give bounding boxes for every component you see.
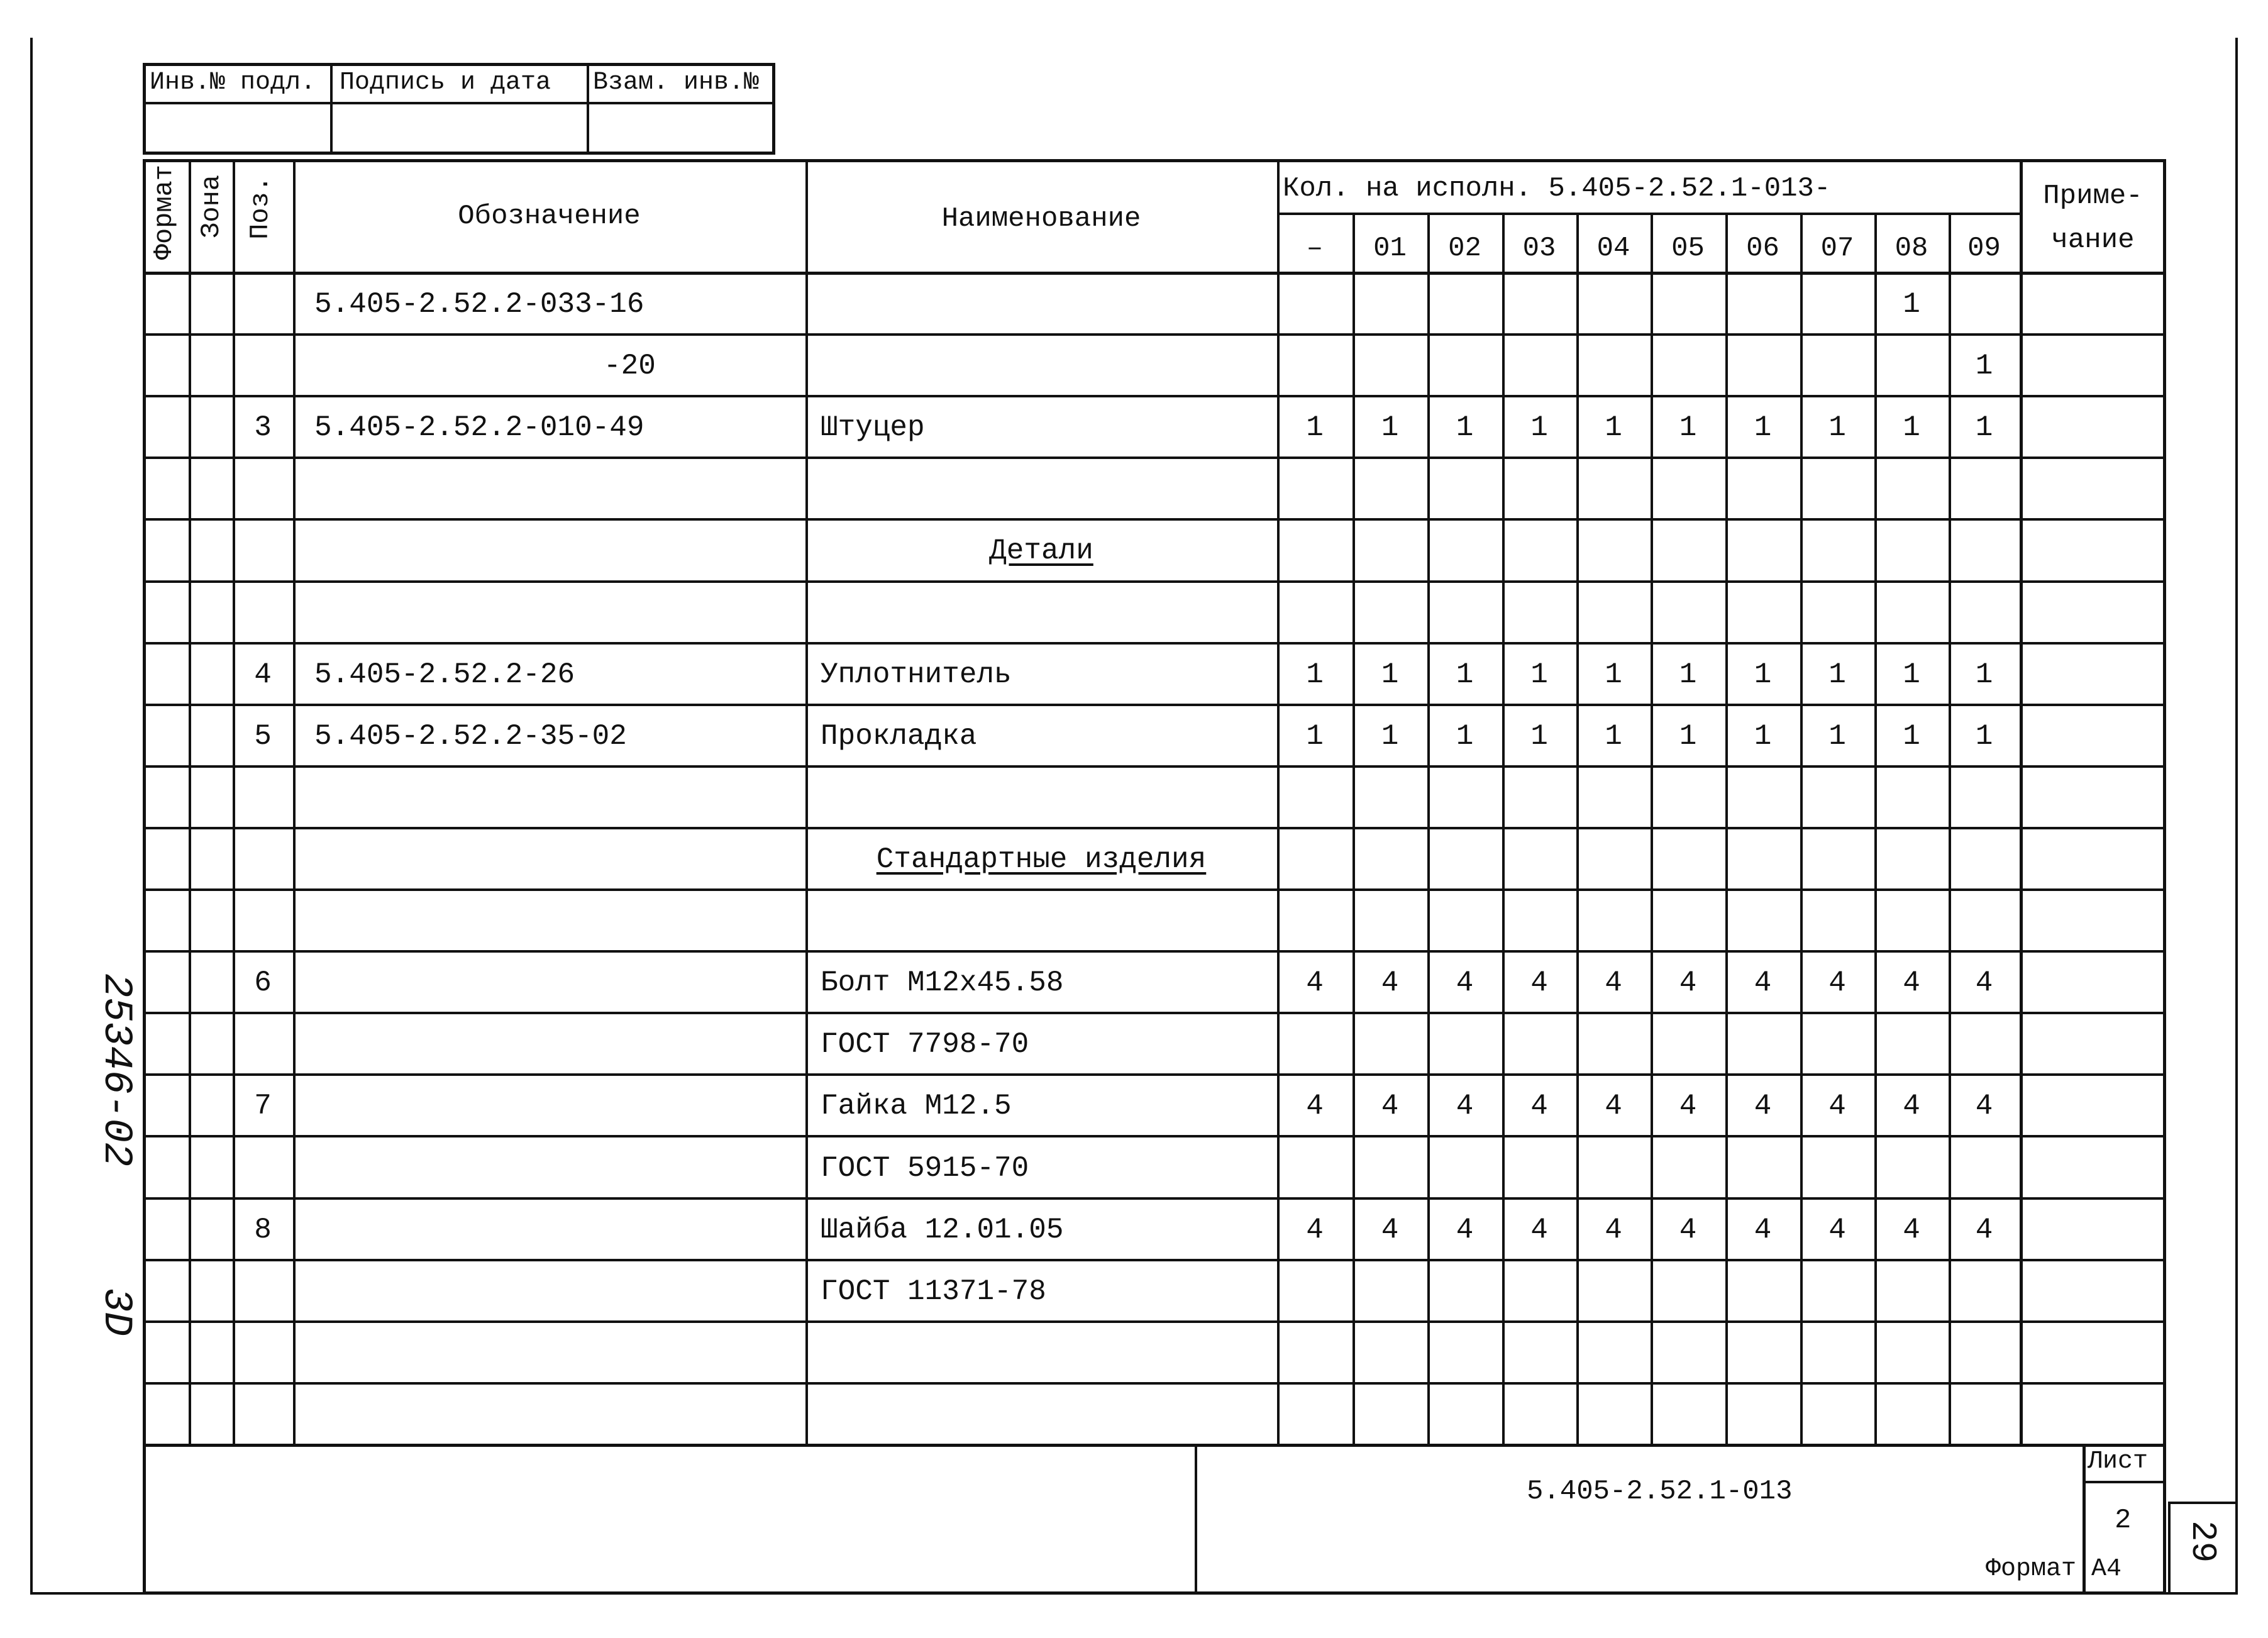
row-qty-02: 1 (1456, 411, 1474, 444)
row-qty-03: 4 (1530, 1214, 1548, 1246)
row-qty-05: 4 (1679, 1090, 1697, 1122)
row-line (143, 1135, 2166, 1137)
row-line (143, 1012, 2166, 1014)
frame-right (2235, 38, 2238, 1595)
variant-header-09: 09 (1967, 233, 2001, 264)
row-line (143, 1382, 2166, 1385)
row-qty-base: 1 (1306, 720, 1324, 753)
row-qty-06: 1 (1754, 411, 1772, 444)
row-qty-06: 4 (1754, 966, 1772, 999)
row-qty-05: 1 (1679, 658, 1697, 691)
header-poz: Поз. (245, 176, 275, 240)
row-qty-04: 1 (1605, 720, 1622, 753)
row-qty-04: 4 (1605, 1214, 1622, 1246)
sheet-number-divider (2083, 1481, 2166, 1483)
row-qty-08: 1 (1903, 658, 1920, 691)
variant-header-04: 04 (1596, 233, 1630, 264)
row-qty-09: 1 (1975, 658, 1993, 691)
specification-table (143, 159, 2166, 1595)
footer-format: Формат А4 (1986, 1555, 2122, 1583)
row-qty-08: 1 (1903, 720, 1920, 753)
row-qty-07: 4 (1828, 966, 1846, 999)
row-qty-09: 1 (1975, 720, 1993, 753)
row-qty-02: 4 (1456, 966, 1474, 999)
row-name: Гайка М12.5 (821, 1090, 1012, 1122)
row-qty-07: 1 (1828, 720, 1846, 753)
footer-doc-code: 5.405-2.52.1-013 (1527, 1476, 1793, 1507)
row-qty-07: 1 (1828, 411, 1846, 444)
row-qty-06: 1 (1754, 720, 1772, 753)
row-qty-08: 1 (1903, 288, 1920, 321)
section-title: Детали (989, 534, 1093, 567)
footer-top-line (143, 1444, 2166, 1447)
row-qty-08: 4 (1903, 1214, 1920, 1246)
row-designation: 5.405-2.52.2-033-16 (314, 288, 644, 321)
row-qty-03: 4 (1530, 1090, 1548, 1122)
row-designation: 5.405-2.52.2-26 (314, 658, 575, 691)
row-position: 5 (254, 720, 272, 753)
row-qty-01: 1 (1381, 720, 1399, 753)
row-qty-01: 4 (1381, 1214, 1399, 1246)
row-line (143, 642, 2166, 645)
row-qty-07: 4 (1828, 1090, 1846, 1122)
row-qty-06: 4 (1754, 1214, 1772, 1246)
row-line (143, 1073, 2166, 1076)
stamp-divider-h (143, 102, 775, 104)
row-line (143, 1197, 2166, 1200)
footer-list-label: Лист (2088, 1447, 2149, 1476)
variant-header-01: 01 (1373, 233, 1407, 264)
row-qty-08: 4 (1903, 966, 1920, 999)
row-name: ГОСТ 5915-70 (821, 1152, 1029, 1185)
row-line (143, 395, 2166, 397)
footer-list-number: 2 (2115, 1505, 2132, 1536)
row-qty-07: 4 (1828, 1214, 1846, 1246)
row-qty-05: 1 (1679, 720, 1697, 753)
footer-divider-v (1195, 1444, 1197, 1595)
col-line (805, 159, 808, 1444)
variant-header-base: – (1306, 233, 1324, 264)
row-qty-09: 1 (1975, 350, 1993, 382)
row-qty-01: 4 (1381, 1090, 1399, 1122)
header-bottom-line (143, 272, 2166, 275)
row-line (143, 1259, 2166, 1261)
row-line (143, 580, 2166, 583)
row-qty-09: 4 (1975, 1090, 1993, 1122)
header-oboznachenie: Обозначение (458, 201, 641, 232)
row-qty-06: 1 (1754, 658, 1772, 691)
row-line (143, 457, 2166, 459)
row-name: Штуцер (821, 411, 925, 444)
header-format: Формат (149, 165, 179, 260)
variant-header-05: 05 (1671, 233, 1705, 264)
row-qty-03: 1 (1530, 658, 1548, 691)
variant-header-07: 07 (1820, 233, 1854, 264)
row-qty-03: 4 (1530, 966, 1548, 999)
row-position: 4 (254, 658, 272, 691)
row-line (143, 518, 2166, 521)
row-qty-04: 1 (1605, 658, 1622, 691)
row-line (143, 950, 2166, 953)
row-name: ГОСТ 11371-78 (821, 1275, 1046, 1308)
header-kol-title: Кол. на исполн. 5.405-2.52.1-013- (1283, 173, 1831, 204)
col-line (293, 159, 296, 1444)
row-qty-05: 4 (1679, 966, 1697, 999)
row-name: Шайба 12.01.05 (821, 1214, 1064, 1246)
row-line (143, 333, 2166, 336)
row-line (143, 704, 2166, 706)
variant-header-08: 08 (1895, 233, 1928, 264)
row-position: 7 (254, 1090, 272, 1122)
section-title: Стандартные изделия (876, 843, 1207, 876)
margin-code: 25346-02 (93, 973, 138, 1167)
row-qty-base: 1 (1306, 658, 1324, 691)
row-qty-03: 1 (1530, 720, 1548, 753)
header-primechanie-1: Приме- (2043, 180, 2143, 212)
stamp-podpis-data: Подпись и дата (340, 69, 551, 97)
row-name: Прокладка (821, 720, 977, 753)
row-qty-06: 4 (1754, 1090, 1772, 1122)
row-qty-02: 1 (1456, 658, 1474, 691)
variant-header-03: 03 (1522, 233, 1556, 264)
row-qty-02: 4 (1456, 1214, 1474, 1246)
qty-header-line (1277, 213, 2020, 215)
stamp-vzam-inv: Взам. инв.№ (593, 69, 760, 97)
row-qty-01: 4 (1381, 966, 1399, 999)
variant-header-06: 06 (1746, 233, 1779, 264)
row-qty-05: 1 (1679, 411, 1697, 444)
row-name: Уплотнитель (821, 658, 1012, 691)
row-qty-03: 1 (1530, 411, 1548, 444)
row-designation: 5.405-2.52.2-010-49 (314, 411, 644, 444)
row-qty-base: 4 (1306, 1090, 1324, 1122)
col-line (1277, 159, 1280, 1444)
row-designation: 5.405-2.52.2-35-02 (314, 720, 627, 753)
frame-left (30, 38, 33, 1594)
row-line (143, 1320, 2166, 1323)
row-qty-09: 4 (1975, 1214, 1993, 1246)
stamp-inv-podl: Инв.№ подл. (150, 69, 316, 97)
row-line (143, 765, 2166, 768)
row-qty-04: 4 (1605, 966, 1622, 999)
page-number: 29 (2182, 1520, 2223, 1563)
stamp-divider-1 (330, 63, 333, 155)
header-zona: Зона (196, 175, 226, 238)
row-position: 8 (254, 1214, 272, 1246)
page-number-divider (2168, 1502, 2237, 1504)
row-qty-base: 4 (1306, 966, 1324, 999)
row-qty-02: 4 (1456, 1090, 1474, 1122)
margin-album: 3D (93, 1288, 138, 1336)
row-position: 6 (254, 966, 272, 999)
row-name: ГОСТ 7798-70 (821, 1028, 1029, 1061)
row-qty-01: 1 (1381, 658, 1399, 691)
row-qty-02: 1 (1456, 720, 1474, 753)
header-primechanie-2: чание (2051, 224, 2135, 256)
qty-col-line (2020, 159, 2023, 1444)
row-qty-08: 4 (1903, 1090, 1920, 1122)
row-qty-09: 4 (1975, 966, 1993, 999)
row-qty-07: 1 (1828, 658, 1846, 691)
row-line (143, 827, 2166, 829)
col-line (189, 159, 191, 1444)
row-line (143, 888, 2166, 891)
row-qty-08: 1 (1903, 411, 1920, 444)
row-qty-04: 1 (1605, 411, 1622, 444)
row-qty-05: 4 (1679, 1214, 1697, 1246)
row-name: Болт М12х45.58 (821, 966, 1064, 999)
row-qty-base: 4 (1306, 1214, 1324, 1246)
row-qty-04: 4 (1605, 1090, 1622, 1122)
variant-header-02: 02 (1448, 233, 1481, 264)
row-designation: -20 (604, 350, 656, 382)
col-line (233, 159, 235, 1444)
stamp-divider-2 (587, 63, 589, 155)
row-qty-01: 1 (1381, 411, 1399, 444)
row-qty-09: 1 (1975, 411, 1993, 444)
header-naimenovanie: Наименование (941, 203, 1141, 235)
row-position: 3 (254, 411, 272, 444)
page-number-left (2168, 1502, 2171, 1595)
row-qty-base: 1 (1306, 411, 1324, 444)
